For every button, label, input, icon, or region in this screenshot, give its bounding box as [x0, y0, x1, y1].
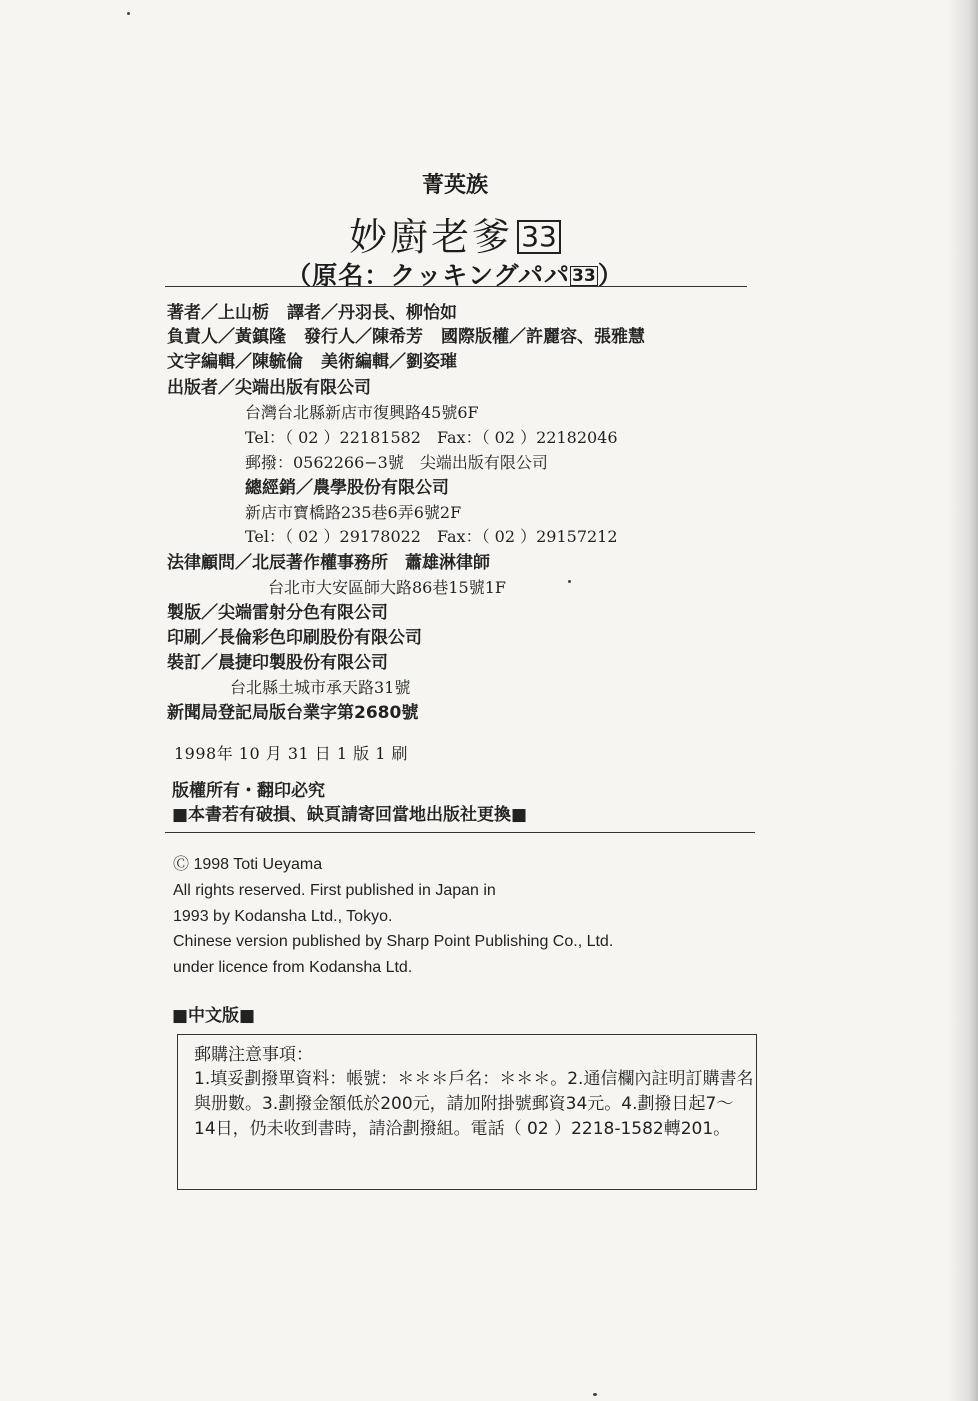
- book-title: [0, 206, 910, 261]
- publisher-address: 台灣台北縣新店市復興路45號6F: [245, 403, 479, 422]
- notice-title: 郵購注意事項：: [194, 1045, 313, 1065]
- binding-address: 台北縣土城市承天路31號: [230, 678, 411, 697]
- all-rights-reserved: 版權所有・翻印必究: [172, 781, 325, 801]
- international-rights: 國際版權／許麗容、張雅慧: [441, 327, 645, 347]
- credit-line-responsible: [167, 326, 645, 348]
- mail-order-notice: [177, 1034, 757, 1190]
- responsible-person: 負責人／黃鎮隆: [167, 327, 286, 347]
- distributor-tel-fax: Tel：（ 02 ）29178022 Fax：（ 02 ）29157212: [245, 527, 618, 546]
- replacement-notice: ■本書若有破損、缺頁請寄回當地出版社更換■: [172, 805, 528, 825]
- original-volume-box: 33: [572, 266, 596, 286]
- legal-address: 台北市大安區師大路86巷15號1F: [268, 578, 507, 597]
- copyright-line-1: Ⓒ 1998 Toti Ueyama: [173, 856, 323, 873]
- distributor: 總經銷／農學股份有限公司: [245, 478, 449, 498]
- copyright-line-4: Chinese version published by Sharp Point Publishing Co., Ltd.: [173, 933, 614, 950]
- original-title-suffix: ）: [597, 261, 624, 290]
- title-divider: [165, 286, 747, 287]
- issuer: 發行人／陳希芳: [304, 327, 423, 347]
- copyright-line-3: 1993 by Kodansha Ltd., Tokyo.: [173, 908, 393, 925]
- printing: 印刷／長倫彩色印刷股份有限公司: [167, 628, 422, 648]
- distributor-address: 新店市寶橋路235巷6弄6號2F: [245, 503, 462, 522]
- series-name: 菁英族: [421, 173, 488, 198]
- copyright-line-5: under licence from Kodansha Ltd.: [173, 959, 413, 976]
- scan-speck: [127, 12, 130, 15]
- original-title-prefix: （原名：クッキングパパ: [286, 261, 571, 290]
- license-number: 新聞局登記局版台業字第2680號: [167, 703, 419, 723]
- credit-line-editors: [167, 351, 457, 373]
- author: 著者／上山栃: [167, 303, 269, 323]
- page-binding-shadow: [948, 0, 978, 1401]
- notice-body: 1.填妥劃撥單資料：帳號：＊＊＊戶名：＊＊＊。2.通信欄內註明訂購書名與册數。3.劃撥金額低於200元，請加附掛號郵資34元。4.劃撥日起7～14日，仍未收到書時，請洽劃撥組。電話（ 02 ）2218-1582轉201。: [194, 1069, 754, 1139]
- credit-line-author: [167, 302, 457, 324]
- book-title-text: 妙廚老爹: [349, 215, 514, 259]
- text-editor: 文字編輯／陳毓倫: [167, 352, 303, 372]
- copyright-divider: [165, 832, 755, 833]
- scan-speck: [568, 580, 571, 583]
- legal-counsel: 法律顧問／北辰著作權事務所 蕭雄淋律師: [167, 553, 490, 573]
- translator: 譯者／丹羽長、柳怡如: [287, 303, 457, 323]
- publisher-name: 出版者／尖端出版有限公司: [167, 378, 371, 398]
- publisher-tel-fax: Tel：（ 02 ）22181582 Fax：（ 02 ）22182046: [245, 428, 618, 447]
- plate-making: 製版／尖端雷射分色有限公司: [167, 603, 388, 623]
- chinese-edition-label: ■中文版■: [172, 1006, 256, 1026]
- scan-speck: [593, 1393, 597, 1396]
- art-editor: 美術編輯／劉姿璀: [321, 352, 457, 372]
- copyright-line-2: All rights reserved. First published in Japan in: [173, 882, 496, 899]
- binding: 裝訂／晨捷印製股份有限公司: [167, 653, 388, 673]
- edition-date: 1998年 10 月 31 日 1 版 1 刷: [174, 744, 408, 763]
- volume-number-box: 33: [517, 220, 561, 254]
- postal-account: 郵撥：0562266−3號 尖端出版有限公司: [245, 453, 548, 472]
